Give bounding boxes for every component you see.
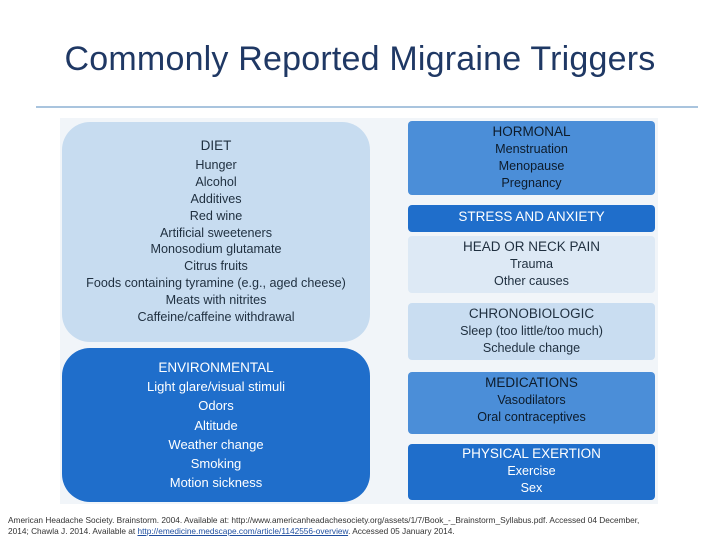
environmental-box bbox=[62, 348, 370, 502]
environmental-heading: ENVIRONMENTAL bbox=[158, 360, 274, 375]
chronobiologic-box bbox=[408, 303, 655, 360]
medications-heading: MEDICATIONS bbox=[485, 375, 578, 390]
chronobiologic-heading: CHRONOBIOLOGIC bbox=[468, 306, 595, 321]
diet-box bbox=[62, 122, 370, 342]
environmental-item: Light glare/visual stimuli bbox=[146, 379, 285, 395]
physical-exertion-box bbox=[408, 444, 655, 500]
citation-line-2 bbox=[8, 526, 720, 537]
citation-line-1: American Headache Society. Brainstorm. 2004. Available at: http://www.americanheadachesociety.org/assets/1/7/Book_-_Brainstorm_Syllabus.pdf. Accessed 04 December, bbox=[8, 515, 640, 525]
physical-exertion-heading: PHYSICAL EXERTION bbox=[462, 446, 601, 461]
physical-exertion-item: Sex bbox=[520, 480, 543, 495]
hormonal-item: Pregnancy bbox=[501, 175, 562, 190]
hormonal-heading: HORMONAL bbox=[492, 124, 571, 139]
diet-item: Monosodium glutamate bbox=[150, 242, 282, 257]
slide-title: Commonly Reported Migraine Triggers bbox=[64, 40, 656, 78]
citation-prefix: 2014; Chawla J. 2014. Available at bbox=[8, 526, 138, 536]
diet-item: Hunger bbox=[195, 157, 237, 172]
citation-footer bbox=[8, 515, 720, 537]
diet-item: Caffeine/caffeine withdrawal bbox=[137, 310, 295, 325]
diet-item: Artificial sweeteners bbox=[160, 225, 272, 240]
chronobiologic-item: Sleep (too little/too much) bbox=[460, 323, 603, 338]
head-neck-pain-box bbox=[408, 236, 655, 293]
diet-item: Meats with nitrites bbox=[165, 293, 267, 308]
environmental-item: Weather change bbox=[168, 436, 264, 452]
medications-box bbox=[408, 372, 655, 434]
diet-item: Foods containing tyramine (e.g., aged cheese) bbox=[86, 276, 346, 291]
hormonal-item: Menstruation bbox=[495, 141, 568, 156]
environmental-item: Smoking bbox=[190, 456, 242, 472]
environmental-item: Odors bbox=[198, 398, 234, 414]
physical-exertion-item: Exercise bbox=[507, 463, 556, 478]
hormonal-item: Menopause bbox=[498, 158, 565, 173]
diet-item: Additives bbox=[190, 191, 242, 206]
medications-item: Vasodilators bbox=[497, 392, 566, 407]
diet-item: Alcohol bbox=[195, 174, 237, 189]
diet-item: Citrus fruits bbox=[184, 259, 248, 274]
title-divider bbox=[36, 106, 698, 108]
head-neck-pain-item: Trauma bbox=[510, 256, 553, 271]
chronobiologic-item: Schedule change bbox=[482, 340, 581, 355]
environmental-item: Motion sickness bbox=[169, 475, 263, 491]
head-neck-pain-item: Other causes bbox=[494, 273, 569, 288]
hormonal-box bbox=[408, 121, 655, 195]
medications-item: Oral contraceptives bbox=[477, 409, 586, 424]
stress-anxiety-heading: STRESS AND ANXIETY bbox=[458, 209, 605, 224]
environmental-item: Altitude bbox=[194, 417, 238, 433]
diet-item: Red wine bbox=[189, 208, 243, 223]
stress-anxiety-box bbox=[408, 205, 655, 232]
diet-heading: DIET bbox=[200, 138, 232, 153]
citation-suffix: . Accessed 05 January 2014. bbox=[348, 526, 455, 536]
citation-link[interactable]: http://emedicine.medscape.com/article/1142556-overview bbox=[137, 526, 349, 536]
head-neck-pain-heading: HEAD OR NECK PAIN bbox=[462, 239, 601, 254]
